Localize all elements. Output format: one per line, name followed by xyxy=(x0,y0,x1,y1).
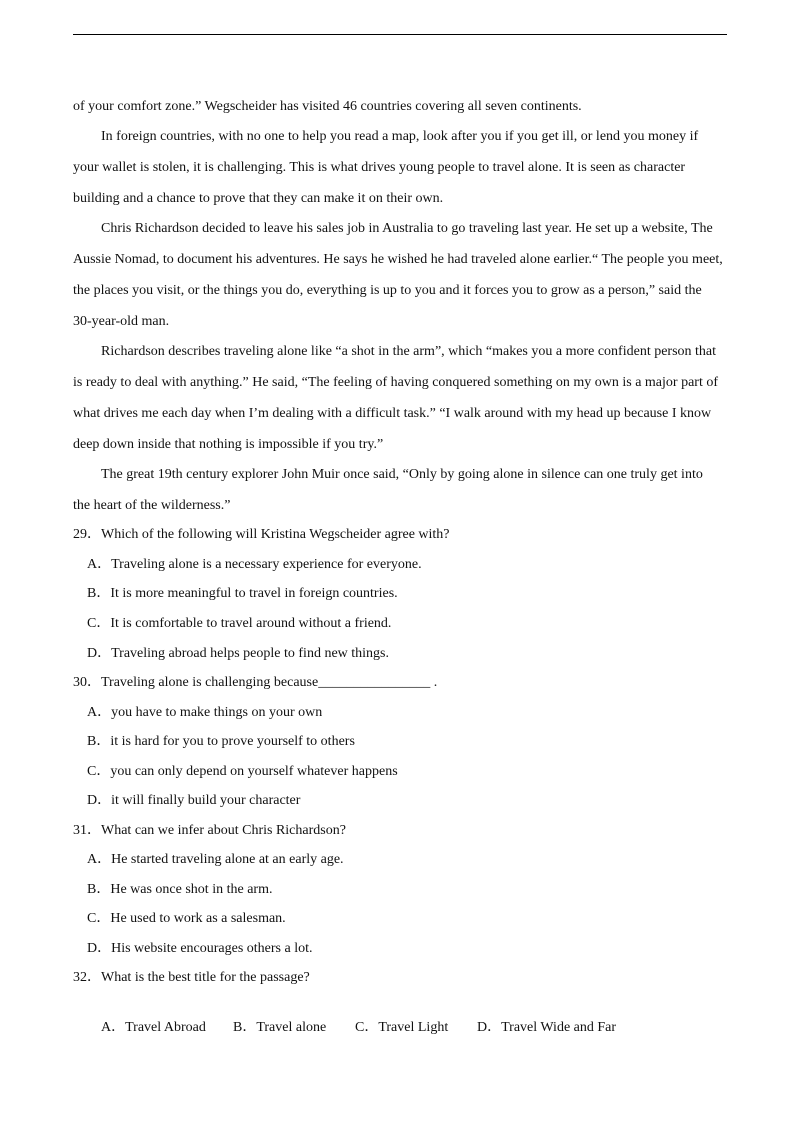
answer-option: B．it is hard for you to prove yourself to others xyxy=(87,734,355,749)
answer-option: A．Traveling alone is a necessary experience for everyone. xyxy=(87,557,422,572)
passage-line: your wallet is stolen, it is challenging. This is what drives young people to travel alone. It is seen as character xyxy=(73,160,686,175)
answer-option: D．Travel Wide and Far xyxy=(477,1020,617,1035)
question-stem: 30．Traveling alone is challenging because________________ . xyxy=(73,675,438,690)
passage-line: Chris Richardson decided to leave his sales job in Australia to go traveling last year. He set up a website, The xyxy=(101,221,713,236)
passage-line: In foreign countries, with no one to help you read a map, look after you if you get ill, or lend you money if xyxy=(101,129,699,144)
answer-option: B．It is more meaningful to travel in foreign countries. xyxy=(87,586,398,601)
passage-line: the heart of the wilderness.” xyxy=(73,498,231,513)
passage-line: Aussie Nomad, to document his adventures. He says he wished he had traveled alone earlier.“ The people you meet, xyxy=(73,252,723,267)
passage-line: building and a chance to prove that they can make it on their own. xyxy=(73,191,444,206)
passage-line: The great 19th century explorer John Muir once said, “Only by going alone in silence can one truly get into xyxy=(101,467,703,482)
question-stem: 32．What is the best title for the passage? xyxy=(73,970,310,985)
answer-option: B．He was once shot in the arm. xyxy=(87,882,273,897)
passage-line: the places you visit, or the things you do, everything is up to you and it forces you to grow as a person,” said the xyxy=(73,283,702,298)
passage-line: of your comfort zone.” Wegscheider has visited 46 countries covering all seven continents. xyxy=(73,99,582,114)
answer-option: A．Travel Abroad xyxy=(101,1020,206,1035)
passage-line: is ready to deal with anything.” He said, “The feeling of having conquered something on my own is a major part of xyxy=(73,375,718,390)
answer-option: C．It is comfortable to travel around without a friend. xyxy=(87,616,392,631)
question-stem: 29．Which of the following will Kristina Wegscheider agree with? xyxy=(73,527,450,542)
question-stem: 31．What can we infer about Chris Richardson? xyxy=(73,823,346,838)
answer-option: A．He started traveling alone at an early age. xyxy=(87,852,344,867)
header-rule xyxy=(73,34,727,35)
answer-option: D．it will finally build your character xyxy=(87,793,301,808)
answer-option: C．He used to work as a salesman. xyxy=(87,911,286,926)
passage-line: what drives me each day when I’m dealing with a difficult task.” “I walk around with my head up because I know xyxy=(73,406,712,421)
answer-option: C．you can only depend on yourself whatever happens xyxy=(87,764,398,779)
answer-option: B．Travel alone xyxy=(233,1020,327,1035)
passage-line: Richardson describes traveling alone like “a shot in the arm”, which “makes you a more confident person that xyxy=(101,344,717,359)
answer-options-row xyxy=(87,998,616,1058)
passage-line: deep down inside that nothing is impossible if you try.” xyxy=(73,437,384,452)
answer-option: C．Travel Light xyxy=(355,1020,449,1035)
passage-line: 30-year-old man. xyxy=(73,314,170,329)
answer-option: A．you have to make things on your own xyxy=(87,705,323,720)
answer-option: D．Traveling abroad helps people to find new things. xyxy=(87,646,389,661)
answer-option: D．His website encourages others a lot. xyxy=(87,941,313,956)
